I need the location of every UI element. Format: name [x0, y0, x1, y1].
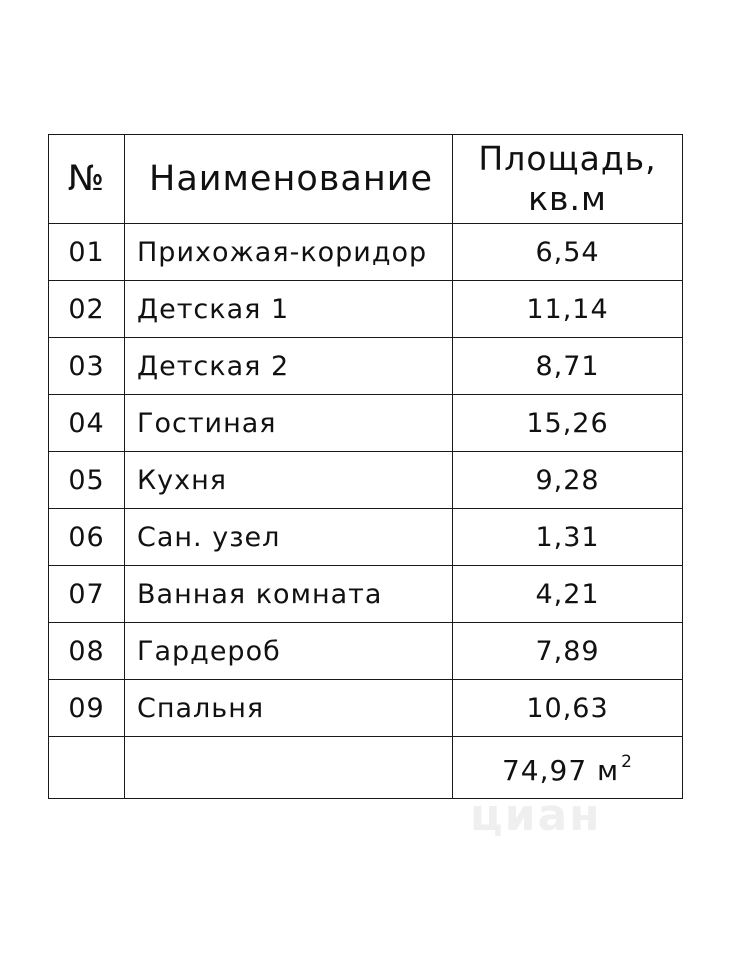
row-number: 04: [49, 395, 125, 452]
total-area-unit-superscript: 2: [621, 752, 633, 772]
row-area: 10,63: [453, 680, 683, 737]
row-name: Детская 2: [125, 338, 453, 395]
header-number: №: [49, 135, 125, 224]
row-area: 7,89: [453, 623, 683, 680]
table-row: [49, 338, 683, 395]
row-name: Детская 1: [125, 281, 453, 338]
header-name: Наименование: [125, 135, 453, 224]
table-row: [49, 281, 683, 338]
row-area: 8,71: [453, 338, 683, 395]
row-area: 9,28: [453, 452, 683, 509]
row-name: Прихожая-коридор: [125, 224, 453, 281]
row-number: 08: [49, 623, 125, 680]
total-row: [49, 737, 683, 799]
row-number: 05: [49, 452, 125, 509]
row-name: Ванная комната: [125, 566, 453, 623]
table-row: [49, 509, 683, 566]
row-name: Гардероб: [125, 623, 453, 680]
total-empty-name: [125, 737, 453, 799]
row-number: 03: [49, 338, 125, 395]
row-number: 02: [49, 281, 125, 338]
row-name: Сан. узел: [125, 509, 453, 566]
row-area: 4,21: [453, 566, 683, 623]
header-area-line1: Площадь,: [478, 139, 657, 178]
row-number: 07: [49, 566, 125, 623]
room-area-table: [48, 134, 683, 799]
row-number: 01: [49, 224, 125, 281]
table-row: [49, 680, 683, 737]
row-area: 11,14: [453, 281, 683, 338]
row-area: 1,31: [453, 509, 683, 566]
total-empty-number: [49, 737, 125, 799]
watermark-logo: циан: [470, 790, 602, 841]
table-row: [49, 452, 683, 509]
total-area-value: 74,97 м: [501, 754, 620, 787]
table-row: [49, 623, 683, 680]
row-name: Спальня: [125, 680, 453, 737]
header-area: [453, 135, 683, 224]
row-number: 09: [49, 680, 125, 737]
row-area: 15,26: [453, 395, 683, 452]
table-row: [49, 566, 683, 623]
row-number: 06: [49, 509, 125, 566]
row-name: Гостиная: [125, 395, 453, 452]
total-area: [453, 737, 683, 799]
row-name: Кухня: [125, 452, 453, 509]
table-row: [49, 395, 683, 452]
table-header-row: [49, 135, 683, 224]
header-area-line2: кв.м: [528, 179, 607, 218]
row-area: 6,54: [453, 224, 683, 281]
table-row: [49, 224, 683, 281]
